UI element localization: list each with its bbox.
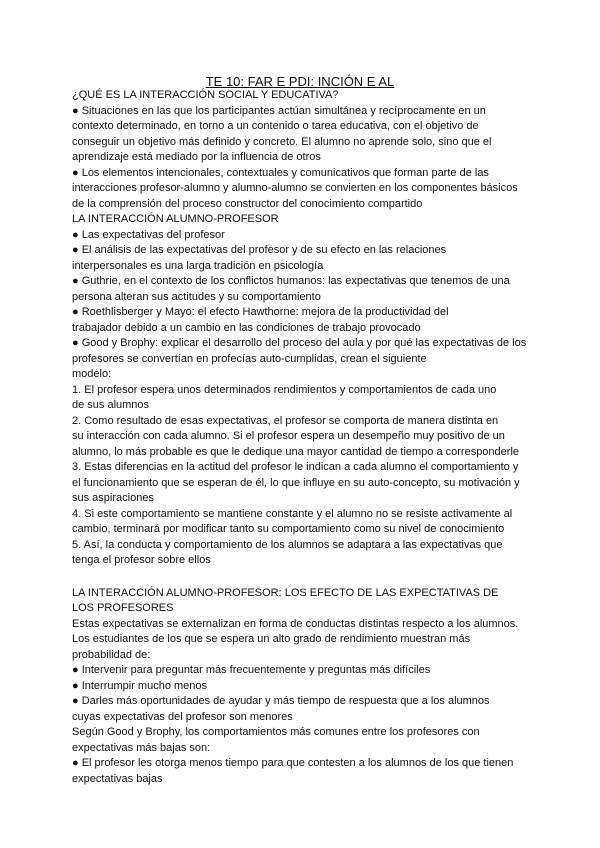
text-line: ● Los elementos intencionales, contextuales y comunicativos que forman parte de las xyxy=(72,166,489,179)
text-line: tenga el profesor sobre ellos xyxy=(72,554,211,566)
text-line: ● El profesor les otorga menos tiempo para que contesten a los alumnos de los que tienen xyxy=(72,757,514,769)
text-line: alumno, lo más probable es que le dedique una mayor cantidad de tiempo a corresponderle xyxy=(72,445,520,458)
text-line: ● Interrumpir mucho menos xyxy=(72,679,208,692)
text-line: 4. Si este comportamiento se mantiene constante y el alumno no se resiste activamente al xyxy=(72,507,513,520)
text-line: interacciones profesor-alumno y alumno-alumno se convierten en los componentes básicos xyxy=(72,182,518,194)
text-line: probabilidad de: xyxy=(72,648,151,661)
text-line: LA INTERACCIÓN ALUMNO-PROFESOR: LOS EFECTO DE LAS EXPECTATIVAS DE xyxy=(72,586,499,599)
text-line: ¿QUÉ ES LA INTERACCIÓN SOCIAL Y EDUCATIVA? xyxy=(72,89,339,101)
text-line: ● El análisis de las expectativas del profesor y de su efecto en las relaciones xyxy=(72,244,447,256)
text-line: ● Las expectativas del profesor xyxy=(72,228,225,241)
text-line: Según Good y Brophy, los comportamientos más comunes entre los profesores con xyxy=(72,726,480,738)
text-line: ● Situaciones en las que los participantes actúan simultánea y recíprocamente en un xyxy=(72,104,486,117)
text-line: 5. Así, la conducta y comportamiento de los alumnos se adaptara a las expectativas que xyxy=(72,538,503,551)
text-line: aprendizaje está mediado por la influencia de otros xyxy=(72,151,321,163)
text-line: su interacción con cada alumno. Si el profesor espera un desempeño muy positivo de un xyxy=(72,430,505,442)
text-line: 3. Estas diferencias en la actitud del profesor le indican a cada alumno el comportamiento y xyxy=(72,461,519,473)
text-line: contexto determinado, en torno a un contenido o tarea educativa, con el objetivo de xyxy=(72,120,479,132)
text-line: de la comprensión del proceso constructor del conocimiento compartido xyxy=(72,197,423,210)
section-gap xyxy=(72,569,532,586)
text-line: LA INTERACCIÓN ALUMNO-PROFESOR xyxy=(72,213,279,225)
text-line: ● Intervenir para preguntar más frecuentemente y preguntas más difíciles xyxy=(72,664,431,676)
text-line: LOS PROFESORES xyxy=(72,602,174,614)
text-line: interpersonales es una larga tradición en psicología xyxy=(72,259,324,272)
text-line: 1. El profesor espera unos determinados rendimientos y comportamientos de cada uno xyxy=(72,383,497,396)
text-line: persona alteran sus actitudes y su comportamiento xyxy=(72,290,321,303)
text-line: conseguir un objetivo más definido y concreto. El alumno no aprende solo, sino que el xyxy=(72,135,492,148)
text-line: de sus alumnos xyxy=(72,399,150,411)
text-line: Estas expectativas se externalizan en forma de conductas distintas respecto a los alumnos. xyxy=(72,617,519,630)
text-line: expectativas más bajas son: xyxy=(72,741,211,754)
text-line: cuyas expectativas del profesor son menores xyxy=(72,710,293,723)
text-line: ● Good y Brophy: explicar el desarrollo del proceso del aula y por qué las expectativas de los xyxy=(72,337,527,349)
text-line: profesores se convertían en profecías auto-cumplidas, crean el siguiente xyxy=(72,352,427,365)
text-line: ● Darles más oportunidades de ayudar y más tiempo de respuesta que a los alumnos xyxy=(72,695,490,707)
text-line: cambio, terminará por modificar tanto su comportamiento como su nivel de conocimiento xyxy=(72,523,505,535)
text-line: Los estudiantes de los que se espera un alto grado de rendimiento muestran más xyxy=(72,633,471,645)
document-title: TE 10: FAR E PDI: INCIÓN E AL xyxy=(205,74,395,89)
text-line: expectativas bajas xyxy=(72,772,163,785)
text-line: modelo: xyxy=(72,368,112,380)
text-line: ● Guthrie, en el contexto de los conflictos humanos: las expectativas que tenemos de una xyxy=(72,275,510,287)
text-line: 2. Como resultado de esas expectativas, el profesor se comporta de manera distinta en xyxy=(72,414,499,427)
text-line: sus aspiraciones xyxy=(72,492,154,504)
text-line: trabajador debido a un cambio en las condiciones de trabajo provocado xyxy=(72,321,421,334)
text-line: el funcionamiento que se esperan de él, lo que influye en su auto-concepto, su motivación y xyxy=(72,476,520,489)
document-body xyxy=(72,88,532,787)
text-line: ● Roethlisberger y Mayo: el efecto Hawthorne: mejora de la productividad del xyxy=(72,306,449,318)
